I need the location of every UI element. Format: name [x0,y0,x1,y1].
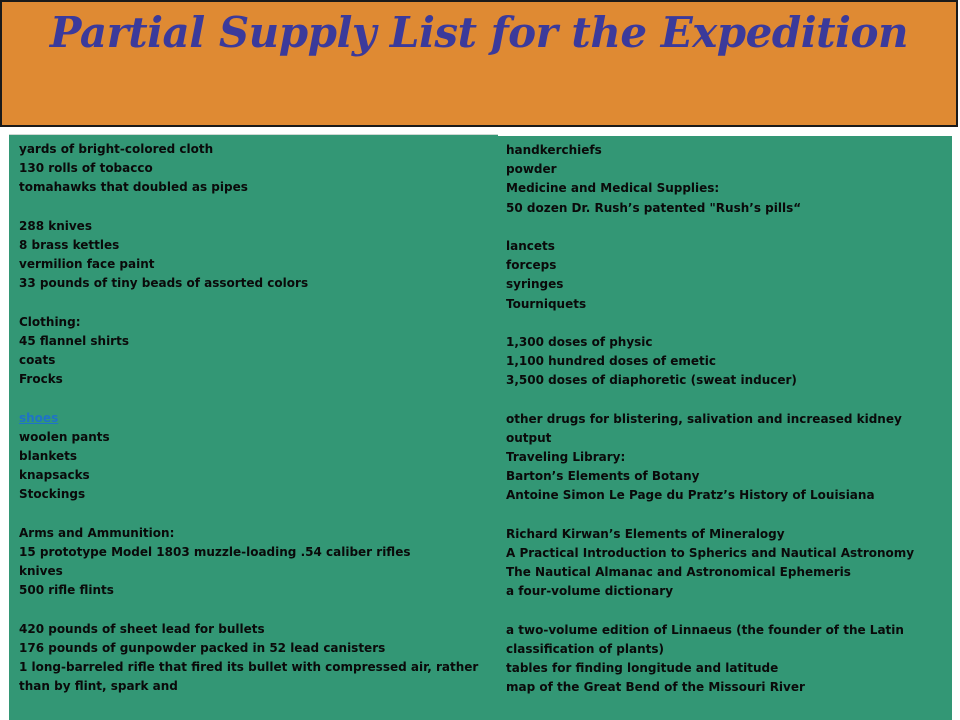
right-supply-list [506,141,950,698]
list-spacer [506,602,950,621]
list-item: 176 pounds of gunpowder packed in 52 lead canisters [19,640,386,655]
list-item: lancets [506,238,555,253]
list-item: knives [19,564,63,579]
list-item: 33 pounds of tiny beads of assorted colors [19,276,309,291]
list-item: The Nautical Almanac and Astronomical Ephemeris [506,565,851,580]
shoes-link[interactable]: shoes [19,410,59,425]
list-spacer [506,390,950,409]
list-item: Antoine Simon Le Page du Pratz’s History of Louisiana [506,488,875,503]
list-spacer [19,505,481,524]
list-item: yards of bright-colored cloth [19,142,214,156]
list-item: vermilion face paint [19,257,155,272]
list-item: A Practical Introduction to Spherics and Nautical Astronomy [506,545,915,560]
list-item: Traveling Library: [506,450,626,465]
list-item: tables for finding longitude and latitude [506,661,779,676]
list-item: 288 knives [19,218,92,233]
list-item: 130 rolls of tobacco [19,161,153,176]
list-item: powder [506,162,557,177]
list-spacer [19,389,481,408]
list-item: map of the Great Bend of the Missouri River [506,680,805,695]
slide-title: Partial Supply List for the Expedition [49,8,909,57]
left-supply-list [19,140,481,696]
list-spacer [19,198,481,217]
list-item: 420 pounds of sheet lead for bullets [19,621,265,636]
list-item: handkerchiefs [506,143,602,157]
list-item: other drugs for blistering, salivation and increased kidney output [506,411,902,445]
list-item: knapsacks [19,468,90,483]
list-item: 1 long-barreled rifle that fired its bullet with compressed air, rather than by flint, spark and [19,660,479,694]
list-item: Richard Kirwan’s Elements of Mineralogy [506,526,785,541]
list-item: Medicine and Medical Supplies: [506,181,720,196]
list-item: a two-volume edition of Linnaeus (the founder of the Latin classification of plants) [506,622,904,656]
list-item: Arms and Ammunition: [19,525,175,540]
list-spacer [506,506,950,525]
list-item: 50 dozen Dr. Rush’s patented "Rush’s pills“ [506,200,802,215]
list-item: syringes [506,277,564,292]
list-item: Clothing: [19,314,81,329]
list-item: 45 flannel shirts [19,333,129,348]
list-spacer [506,314,950,333]
list-item: Stockings [19,487,86,502]
list-item: Frocks [19,372,63,387]
list-item: 1,100 hundred doses of emetic [506,354,716,369]
list-item: 15 prototype Model 1803 muzzle-loading .54 caliber rifles [19,544,411,559]
list-item: blankets [19,449,78,463]
list-item: Barton’s Elements of Botany [506,469,700,484]
list-item: forceps [506,258,557,273]
list-item: 1,300 doses of physic [506,334,653,349]
list-spacer [19,601,481,620]
list-item: Tourniquets [506,296,587,311]
list-item: 500 rifle flints [19,583,114,598]
list-item [19,409,481,428]
list-item: woolen pants [19,429,110,444]
list-item: 8 brass kettles [19,237,120,252]
list-item: 3,500 doses of diaphoretic (sweat inducer) [506,373,797,388]
list-item: coats [19,353,56,368]
list-item: a four-volume dictionary [506,584,674,599]
list-item: tomahawks that doubled as pipes [19,180,248,195]
list-spacer [19,294,481,313]
list-spacer [506,218,950,237]
